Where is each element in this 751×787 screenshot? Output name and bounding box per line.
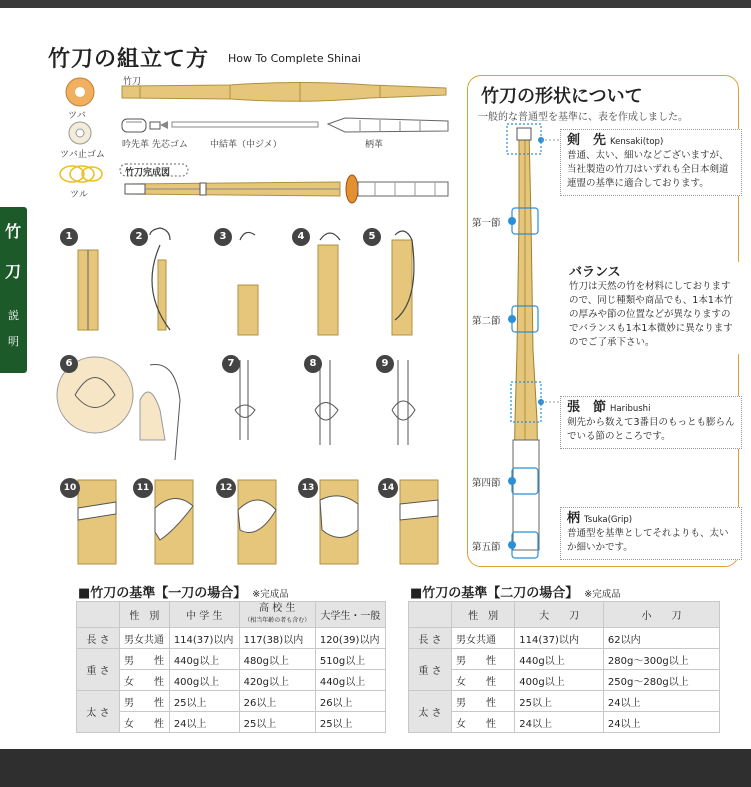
table2-header: 性 別	[452, 602, 515, 628]
table-row	[409, 691, 720, 712]
side-tab-char-2: 刀	[5, 262, 22, 281]
table1-cell: 510g以上	[315, 649, 385, 670]
step-badge-10: 10	[60, 478, 80, 498]
segment-label-4: 第四節	[472, 478, 501, 489]
tsuka-heading: 柄	[567, 511, 581, 526]
table1-sex: 男女共通	[120, 628, 170, 649]
table-row	[409, 628, 720, 649]
table1-cell: 25以上	[239, 712, 315, 733]
step-figures-row2	[57, 357, 415, 460]
step-badge-2: 2	[130, 228, 148, 246]
table2-cell: 24以上	[603, 691, 719, 712]
table-row	[409, 670, 720, 691]
kensaki-en: Kensaki(top)	[610, 137, 664, 147]
table1-cell: 480g以上	[239, 649, 315, 670]
table1-title-text: ■竹刀の基準【一刀の場合】	[78, 586, 247, 601]
table2-cell: 400g以上	[515, 670, 604, 691]
haribushi-text: 剣先から数えて3番目のもっとも膨らんでいる節のところです。	[567, 417, 735, 442]
step-badge-8: 8	[304, 355, 322, 373]
table-row	[409, 712, 720, 733]
step-badge-14: 14	[378, 478, 398, 498]
step-badge-12: 12	[216, 478, 236, 498]
table2-group: 太 さ	[409, 691, 452, 733]
table2-sex: 男 性	[452, 691, 515, 712]
tsuka-box	[560, 507, 742, 560]
tsuka-text: 普通型を基準としてそれよりも、太いか細いかです。	[567, 528, 729, 553]
balance-heading: バランス	[569, 265, 621, 280]
table1-cell: 26以上	[315, 691, 385, 712]
step-badge-1: 1	[60, 228, 78, 246]
label-shinai: 竹刀	[123, 77, 142, 87]
step-badge-3: 3	[214, 228, 232, 246]
side-tab-sub-1: 説	[8, 309, 19, 322]
table1	[76, 601, 386, 733]
segment-label-5: 第五節	[472, 542, 501, 553]
label-nakayui: 中結革（中ジメ）	[210, 140, 282, 150]
table2-sex: 女 性	[452, 712, 515, 733]
table2-cell: 24以上	[515, 712, 604, 733]
label-tsuru: ツル	[70, 190, 89, 200]
kensaki-heading: 剣 先	[567, 133, 607, 148]
page-subtitle: How To Complete Shinai	[228, 52, 361, 65]
bottom-bar	[0, 749, 751, 787]
balance-box	[563, 262, 740, 354]
table2-sex: 男 性	[452, 649, 515, 670]
table1-sex: 女 性	[120, 712, 170, 733]
haribushi-en: Haribushi	[610, 404, 651, 414]
step-badge-9: 9	[376, 355, 394, 373]
table2-cell: 280g〜300g以上	[603, 649, 719, 670]
table2-cell: 250g〜280g以上	[603, 670, 719, 691]
table1-cell: 120(39)以内	[315, 628, 385, 649]
table1-header: 高 校 生	[259, 603, 296, 614]
label-tsukagawa: 柄革	[365, 140, 384, 150]
tsubadome-icon	[69, 122, 91, 144]
table1-note: ※完成品	[252, 589, 289, 600]
side-tab-char-1: 竹	[5, 222, 22, 241]
tsuru-icon	[60, 166, 102, 182]
side-tab-sub-2: 明	[8, 335, 19, 348]
table2-group: 長 さ	[409, 628, 452, 649]
table-row	[409, 649, 720, 670]
table2-sex: 女 性	[452, 670, 515, 691]
table1-group: 太 さ	[77, 691, 120, 733]
table1-cell: 400g以上	[169, 670, 239, 691]
table2-cell: 114(37)以内	[515, 628, 604, 649]
table-row	[77, 628, 386, 649]
table2-note: ※完成品	[584, 589, 621, 600]
table1-header: 大学生・一般	[315, 602, 385, 628]
kensaki-text: 普通、太い、細いなどございますが、当社製造の竹刀はいずれも全日本剣道連盟の基準に適合しております。	[567, 150, 729, 189]
table2-title-text: ■竹刀の基準【二刀の場合】	[410, 586, 579, 601]
table1-cell: 114(37)以内	[169, 628, 239, 649]
table2-group: 重 さ	[409, 649, 452, 691]
table1-title	[78, 582, 289, 601]
table2-cell: 440g以上	[515, 649, 604, 670]
step-badge-4: 4	[292, 228, 310, 246]
table1-group: 重 さ	[77, 649, 120, 691]
table2-sex: 男女共通	[452, 628, 515, 649]
table1-sex: 女 性	[120, 670, 170, 691]
table1-cell: 24以上	[169, 712, 239, 733]
panel-title: 竹刀の形状について	[481, 86, 643, 107]
tsuba-icon	[66, 78, 94, 106]
nakayui-icon	[172, 122, 318, 127]
haribushi-heading: 張 節	[567, 400, 607, 415]
table1-header: 中 学 生	[169, 602, 239, 628]
table1-cell: 440g以上	[315, 670, 385, 691]
step-badge-11: 11	[133, 478, 153, 498]
table-row	[77, 691, 386, 712]
table2-title	[410, 582, 621, 601]
table2-header: 小 刀	[603, 602, 719, 628]
label-tsuba: ツバ	[68, 111, 86, 121]
segment-label-1: 第一節	[472, 218, 501, 229]
table1-group: 長 さ	[77, 628, 120, 649]
table-row	[77, 712, 386, 733]
label-tsubadome: ツバ止ゴム	[60, 150, 105, 160]
segment-label-2: 第二節	[472, 316, 501, 327]
step-badge-5: 5	[363, 228, 381, 246]
table1-cell: 25以上	[315, 712, 385, 733]
label-sakigawa: 吟先革 先芯ゴム	[122, 140, 188, 150]
table-row	[77, 670, 386, 691]
table-row	[77, 649, 386, 670]
table1-header-cell	[239, 602, 315, 628]
page-title: 竹刀の組立て方	[48, 47, 210, 72]
table1-cell: 25以上	[169, 691, 239, 712]
table2-cell: 62以内	[603, 628, 719, 649]
step-badge-13: 13	[298, 478, 318, 498]
tsukagawa-icon	[328, 118, 448, 132]
table1-cell: 420g以上	[239, 670, 315, 691]
table1-cell: 117(38)以内	[239, 628, 315, 649]
table1-header: 性 別	[120, 602, 170, 628]
table2-cell: 25以上	[515, 691, 604, 712]
shinai-bamboo-icon	[122, 82, 446, 102]
table2	[408, 601, 720, 733]
kensaki-box	[560, 129, 742, 196]
table1-cell: 440g以上	[169, 649, 239, 670]
label-complete: 竹刀完成図	[125, 168, 171, 178]
haribushi-box	[560, 396, 742, 449]
step-badge-7: 7	[222, 355, 240, 373]
panel-subtitle: 一般的な普通型を基準に、表を作成しました。	[478, 112, 688, 123]
table1-sex: 男 性	[120, 691, 170, 712]
step-badge-6: 6	[60, 355, 78, 373]
table2-cell: 24以上	[603, 712, 719, 733]
sakigawa-icon	[122, 119, 168, 132]
table1-cell: 26以上	[239, 691, 315, 712]
step-figures-row1	[78, 240, 412, 335]
table1-header-note: （相当年齢の者も含む）	[244, 617, 311, 624]
table1-sex: 男 性	[120, 649, 170, 670]
tsuka-en: Tsuka(Grip)	[584, 515, 633, 525]
balance-text: 竹刀は天然の竹を材料にしておりますので、同じ種類や商品でも、1本1本竹の厚みや節の位置などが異なりますのでバランスも1本1本微妙に異なりますのでご了承下さい。	[569, 281, 733, 348]
table2-header: 大 刀	[515, 602, 604, 628]
